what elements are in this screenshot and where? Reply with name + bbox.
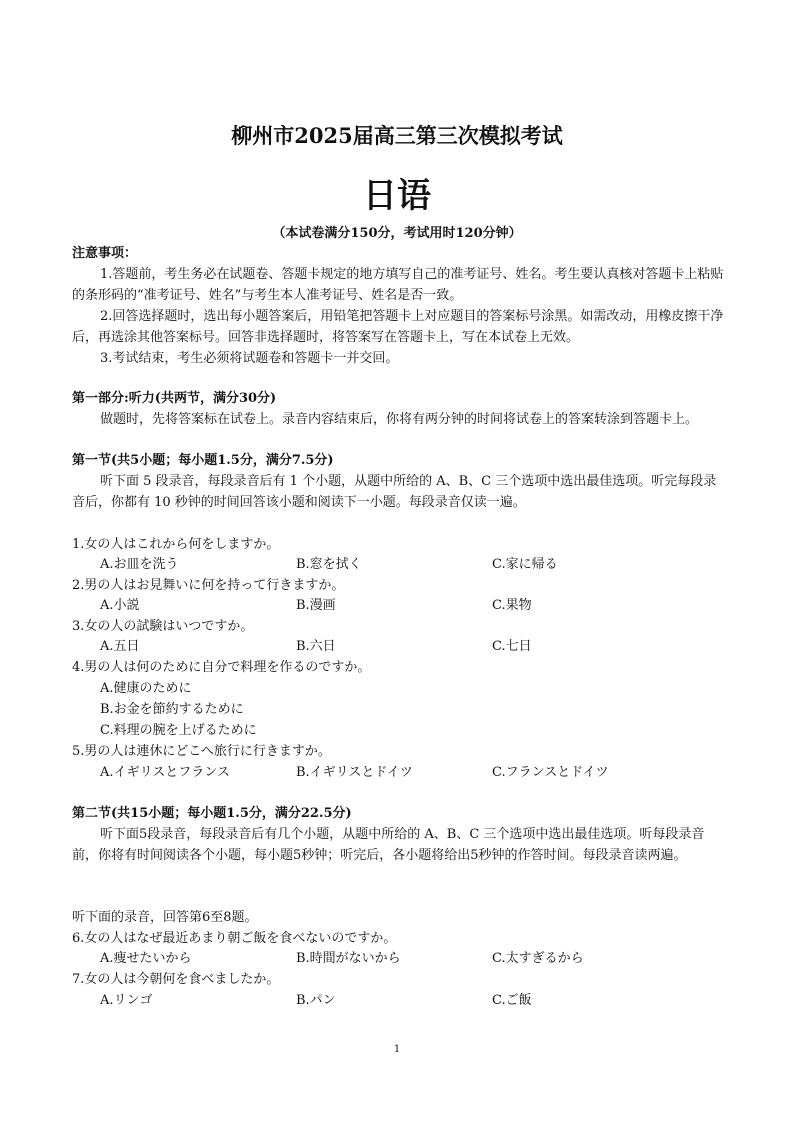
option-c: C.料理の腕を上げるために (100, 723, 257, 738)
page-number: 1 (393, 1044, 401, 1055)
notice-item-1: 1.答题前，考生务必在试题卷、答题卡规定的地方填写自己的准考证号、姓名。考生要认真核对答题卡上粘贴的条形码的“准考证号、姓名”与考生本人准考证号、姓名是否一致。 (72, 267, 724, 303)
exam-note: （本试卷满分150分，考试用时120分钟） (272, 226, 522, 241)
question-7-options (100, 990, 720, 1011)
group-label: 听下面的录音，回答第6至8题。 (72, 910, 258, 925)
question-2-options (100, 595, 720, 616)
question-6-options (100, 948, 720, 969)
question-3: 3.女の人の試験はいつですか。 (72, 619, 254, 634)
question-6: 6.女の人はなぜ最近あまり朝ご飯を食べないのですか。 (72, 931, 397, 946)
subject-title: 日语 (363, 176, 431, 216)
option-c: C.フランスとドイツ (492, 765, 609, 780)
notice-item-3: 3.考试结束，考生必须将试题卷和答题卡一并交回。 (100, 351, 399, 366)
section1-intro: 听下面 5 段录音，每段录音后有 1 个小题，从题中所给的 A、B、C 三个选项中选出最佳选项。听完每段录音后，你都有 10 秒钟的时间回答该小题和阅读下一小题。每段录音仅读一遍。 (72, 474, 717, 510)
question-1: 1.女の人はこれから何をしますか。 (72, 537, 280, 552)
option-b: B.時間がないから (296, 951, 401, 966)
question-1-options (100, 554, 720, 575)
option-a: A.五日 (100, 639, 140, 654)
section1-heading: 第一节(共5小题；每小题1.5分，满分7.5分) (72, 453, 334, 468)
notice-heading: 注意事项： (72, 246, 138, 261)
option-c: C.太すぎるから (492, 951, 584, 966)
option-b: B.漫画 (296, 598, 336, 613)
question-2: 2.男の人はお見舞いに何を持って行きますか。 (72, 578, 345, 593)
option-b: B.お金を節約するために (100, 702, 244, 717)
question-5-options (100, 762, 720, 783)
option-a: A.健康のために (100, 681, 192, 696)
section2-intro: 听下面5段录音，每段录音后有几个小题，从题中所给的 A、B、C 三个选项中选出最佳选项。听每段录音前，你将有时间阅读各个小题，每小题5秒钟；听完后，各小题将给出5秒钟的作答时间。每段录音读两遍。 (72, 827, 705, 863)
option-a: A.痩せたいから (100, 951, 192, 966)
exam-title: 柳州市2025届高三第三次模拟考试 (231, 123, 563, 148)
option-b: B.イギリスとドイツ (296, 765, 413, 780)
option-c: C.ご飯 (492, 993, 532, 1008)
option-a: A.イギリスとフランス (100, 765, 230, 780)
option-a: A.リンゴ (100, 993, 153, 1008)
part1-heading: 第一部分:听力(共两节，满分30分) (72, 391, 277, 406)
question-4: 4.男の人は何のために自分で料理を作るのですか。 (72, 660, 371, 675)
question-7: 7.女の人は今朝何を食べましたか。 (72, 972, 280, 987)
option-a: A.お皿を洗う (100, 557, 179, 572)
question-3-options (100, 636, 720, 657)
option-c: C.七日 (492, 639, 532, 654)
option-c: C.家に帰る (492, 557, 558, 572)
option-b: B.窓を拭く (296, 557, 362, 572)
option-a: A.小説 (100, 598, 140, 613)
option-c: C.果物 (492, 598, 532, 613)
option-b: B.六日 (296, 639, 336, 654)
notice-item-2: 2.回答选择题时，选出每小题答案后，用铅笔把答题卡上对应题目的答案标号涂黑。如需改动，用橡皮擦干净后，再选涂其他答案标号。回答非选择题时，将答案写在答题卡上，写在本试卷上无效。 (72, 309, 724, 345)
question-5: 5.男の人は連休にどこへ旅行に行きますか。 (72, 744, 331, 759)
part1-intro: 做题时，先将答案标在试卷上。录音内容结束后，你将有两分钟的时间将试卷上的答案转涂到答题卡上。 (100, 412, 699, 427)
section2-heading: 第二节(共15小题；每小题1.5分，满分22.5分) (72, 806, 352, 821)
option-b: B.パン (296, 993, 336, 1008)
